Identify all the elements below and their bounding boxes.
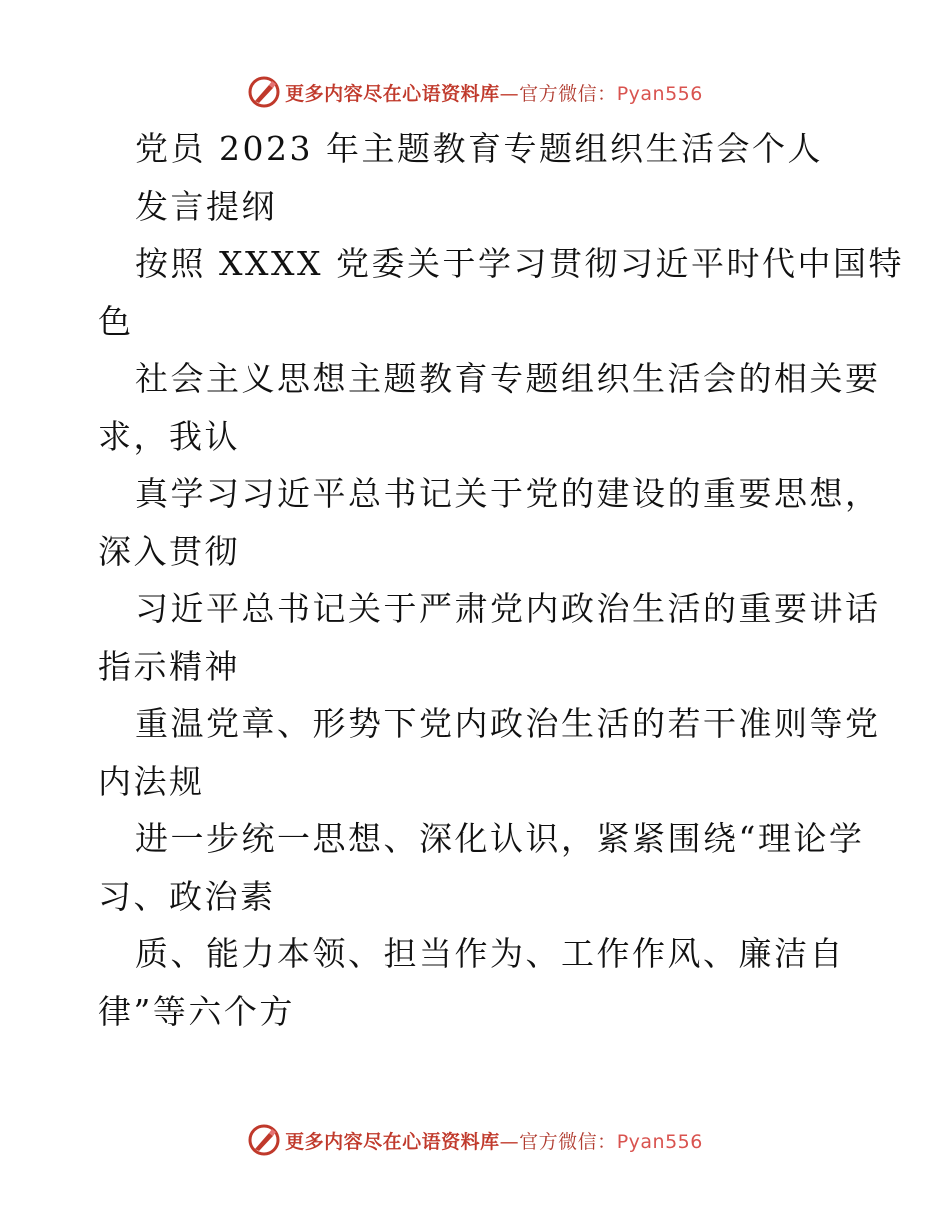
text-line: 律”等六个方 [98, 991, 295, 1031]
header-watermark [0, 70, 950, 114]
watermark-id: Pyan556 [616, 1130, 703, 1153]
text-line: 色 [98, 301, 134, 341]
document-body [98, 120, 904, 1040]
watermark-text [285, 1127, 703, 1154]
footer-watermark [0, 1118, 950, 1162]
pen-logo-icon [247, 1123, 281, 1157]
text-line: 习、政治素 [98, 876, 276, 916]
text-line: 习近平总书记关于严肃党内政治生活的重要讲话 [135, 589, 881, 628]
watermark-label: 官方微信： [519, 82, 617, 105]
text-line: 按照 XXXX 党委关于学习贯彻习近平时代中国特 [135, 244, 904, 283]
text-line: 内法规 [98, 761, 205, 801]
text-line: 求，我认 [98, 416, 240, 456]
pen-logo-icon [247, 75, 281, 109]
watermark-text [285, 79, 703, 106]
text-line: 社会主义思想主题教育专题组织生活会的相关要 [135, 359, 881, 398]
text-line: 质、能力本领、担当作为、工作作风、廉洁自 [135, 934, 845, 973]
text-line: 发言提纲 [135, 186, 277, 226]
watermark-dash: — [499, 82, 520, 105]
text-line: 指示精神 [98, 646, 240, 686]
watermark-id: Pyan556 [616, 82, 703, 105]
watermark-brand: 更多内容尽在心语资料库 [285, 1130, 500, 1153]
text-line: 党员 2023 年主题教育专题组织生活会个人 [135, 129, 823, 168]
watermark-label: 官方微信： [519, 1130, 617, 1153]
text-line: 进一步统一思想、深化认识，紧紧围绕“理论学 [135, 819, 865, 858]
watermark-dash: — [499, 1130, 520, 1153]
text-line: 真学习习近平总书记关于党的建设的重要思想， [135, 474, 881, 513]
text-line: 重温党章、形势下党内政治生活的若干准则等党 [135, 704, 881, 743]
watermark-brand: 更多内容尽在心语资料库 [285, 82, 500, 105]
text-line: 深入贯彻 [98, 531, 240, 571]
